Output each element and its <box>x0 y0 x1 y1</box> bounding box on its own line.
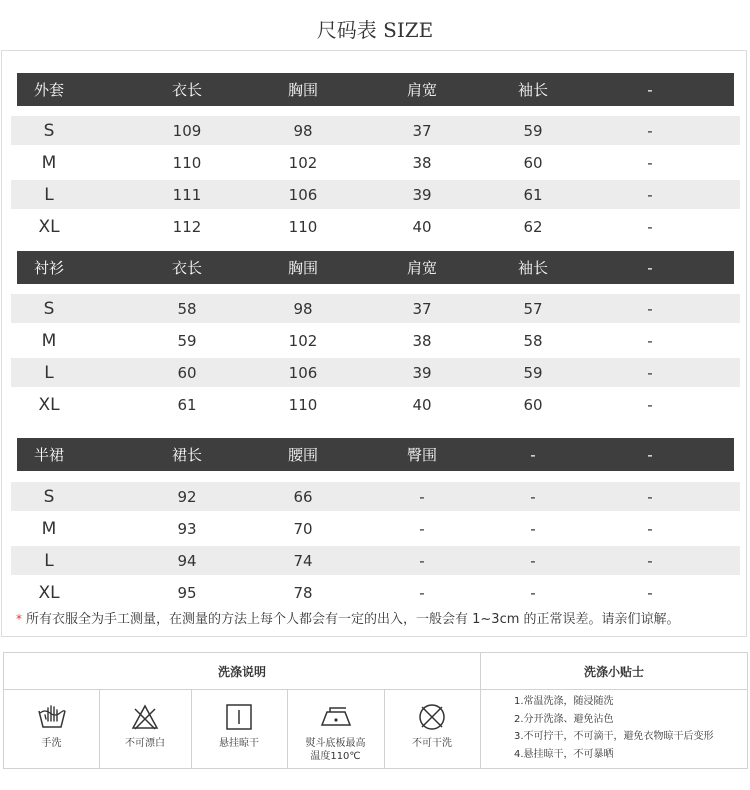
value-cell: 59 <box>177 331 197 350</box>
value-cell: - <box>647 299 653 318</box>
wash-tip: 2.分开洗涤、避免沾色 <box>514 713 614 725</box>
header-cell: - <box>647 258 653 277</box>
value-cell: 78 <box>293 583 313 602</box>
value-cell: 37 <box>412 299 432 318</box>
skirt-table-header <box>17 438 734 471</box>
value-cell: - <box>647 185 653 204</box>
header-cell: - <box>647 80 653 99</box>
size-cell: S <box>43 120 55 141</box>
value-cell: 39 <box>412 185 432 204</box>
table-row <box>11 326 740 355</box>
care-symbol-label: 悬挂晾干 <box>219 738 259 749</box>
value-cell: 102 <box>288 153 318 172</box>
value-cell: - <box>419 583 425 602</box>
value-cell: - <box>647 551 653 570</box>
care-symbol-label: 不可漂白 <box>125 738 165 749</box>
header-cell: - <box>647 445 653 464</box>
value-cell: - <box>419 551 425 570</box>
value-cell: - <box>647 331 653 350</box>
shirt-table-header <box>17 251 734 284</box>
header-cell: 衣长 <box>171 259 202 277</box>
value-cell: 66 <box>293 487 313 506</box>
value-cell: - <box>647 519 653 538</box>
value-cell: - <box>647 121 653 140</box>
header-cell: 裙长 <box>171 446 202 464</box>
value-cell: 59 <box>523 121 543 140</box>
header-cell: 衣长 <box>171 81 202 99</box>
measurement-note <box>16 608 746 627</box>
size-cell: S <box>43 298 55 319</box>
size-cell: XL <box>38 216 60 237</box>
value-cell: 61 <box>177 395 197 414</box>
wash-tip: 4.悬挂晾干，不可暴晒 <box>514 748 614 760</box>
value-cell: 92 <box>177 487 197 506</box>
value-cell: 109 <box>172 121 202 140</box>
value-cell: 98 <box>293 299 313 318</box>
care-instructions-panel <box>3 652 748 769</box>
value-cell: 102 <box>288 331 318 350</box>
value-cell: 112 <box>172 217 202 236</box>
header-cell: 外套 <box>34 81 65 99</box>
value-cell: 110 <box>172 153 202 172</box>
care-symbol-no-dry-clean <box>384 690 480 769</box>
table-row <box>11 294 740 323</box>
page-title: 尺码表 SIZE <box>316 18 434 42</box>
care-symbol-label: 熨斗底板最高 温度110℃ <box>305 738 366 762</box>
value-cell: - <box>647 217 653 236</box>
header-cell: 胸围 <box>287 81 318 99</box>
value-cell: 60 <box>523 153 543 172</box>
value-cell: 95 <box>177 583 197 602</box>
wash-tips-title: 洗涤小贴士 <box>583 664 644 679</box>
value-cell: 74 <box>293 551 313 570</box>
care-divider <box>480 653 481 768</box>
value-cell: 40 <box>412 217 432 236</box>
value-cell: - <box>530 487 536 506</box>
header-cell: - <box>530 445 536 464</box>
care-symbol-no-bleach <box>99 690 191 769</box>
wash-tips-list <box>514 693 714 763</box>
size-cell: M <box>41 330 57 351</box>
table-row <box>11 180 740 209</box>
value-cell: - <box>419 487 425 506</box>
table-row <box>11 358 740 387</box>
wash-tip: 3.不可拧干，不可滴干，避免衣物晾干后变形 <box>514 731 714 742</box>
coat-table-header <box>17 73 734 106</box>
no-bleach-icon <box>130 703 160 731</box>
table-row <box>11 212 740 241</box>
table-row <box>11 482 740 511</box>
care-symbol-label: 不可干洗 <box>412 738 452 749</box>
care-symbol-label: 手洗 <box>41 738 62 749</box>
value-cell: 98 <box>293 121 313 140</box>
value-cell: 39 <box>412 363 432 382</box>
value-cell: 111 <box>172 185 202 204</box>
value-cell: 110 <box>288 395 318 414</box>
iron-icon <box>319 703 353 731</box>
care-symbol-iron <box>287 690 384 769</box>
value-cell: 110 <box>288 217 318 236</box>
value-cell: - <box>647 153 653 172</box>
wash-instructions-title: 洗涤说明 <box>217 664 266 679</box>
value-cell: 38 <box>412 153 432 172</box>
hang-dry-icon <box>224 703 254 731</box>
header-cell: 袖长 <box>517 259 548 277</box>
size-cell: XL <box>38 582 60 603</box>
header-cell: 臀围 <box>406 446 437 464</box>
value-cell: - <box>647 583 653 602</box>
value-cell: 70 <box>293 519 313 538</box>
table-row <box>11 578 740 607</box>
table-row <box>11 390 740 419</box>
value-cell: 38 <box>412 331 432 350</box>
size-cell: M <box>41 518 57 539</box>
no-dry-clean-icon <box>417 703 447 731</box>
value-cell: - <box>530 583 536 602</box>
value-cell: - <box>647 395 653 414</box>
hand-wash-icon <box>37 703 67 731</box>
value-cell: 40 <box>412 395 432 414</box>
table-row <box>11 116 740 145</box>
value-cell: 60 <box>523 395 543 414</box>
size-cell: M <box>41 152 57 173</box>
size-cell: L <box>44 184 54 205</box>
header-cell: 衬衫 <box>34 259 65 277</box>
value-cell: 58 <box>177 299 197 318</box>
note-asterisk: * <box>16 612 22 626</box>
care-symbol-hand-wash <box>4 690 99 769</box>
value-cell: - <box>530 519 536 538</box>
value-cell: 93 <box>177 519 197 538</box>
value-cell: 62 <box>523 217 543 236</box>
value-cell: 61 <box>523 185 543 204</box>
header-cell: 袖长 <box>517 81 548 99</box>
value-cell: 59 <box>523 363 543 382</box>
header-cell: 肩宽 <box>406 81 437 99</box>
size-cell: S <box>43 486 55 507</box>
value-cell: 57 <box>523 299 543 318</box>
header-cell: 肩宽 <box>406 259 437 277</box>
care-symbol-hang-dry <box>191 690 287 769</box>
header-cell: 腰围 <box>287 446 318 464</box>
note-text: 所有衣服全为手工测量，在测量的方法上每个人都会有一定的出入，一般会有 1~3cm 的正常误差。请亲们谅解。 <box>26 612 680 627</box>
value-cell: 60 <box>177 363 197 382</box>
header-cell: 胸围 <box>287 259 318 277</box>
value-cell: 106 <box>288 185 318 204</box>
header-cell: 半裙 <box>34 446 65 464</box>
value-cell: 106 <box>288 363 318 382</box>
value-cell: - <box>647 363 653 382</box>
wash-tip: 1.常温洗涤，随浸随洗 <box>514 696 614 707</box>
value-cell: 58 <box>523 331 543 350</box>
size-cell: L <box>44 550 54 571</box>
table-row <box>11 148 740 177</box>
table-row <box>11 546 740 575</box>
size-cell: XL <box>38 394 60 415</box>
value-cell: - <box>530 551 536 570</box>
value-cell: - <box>419 519 425 538</box>
value-cell: 37 <box>412 121 432 140</box>
value-cell: 94 <box>177 551 197 570</box>
size-cell: L <box>44 362 54 383</box>
value-cell: - <box>647 487 653 506</box>
table-row <box>11 514 740 543</box>
